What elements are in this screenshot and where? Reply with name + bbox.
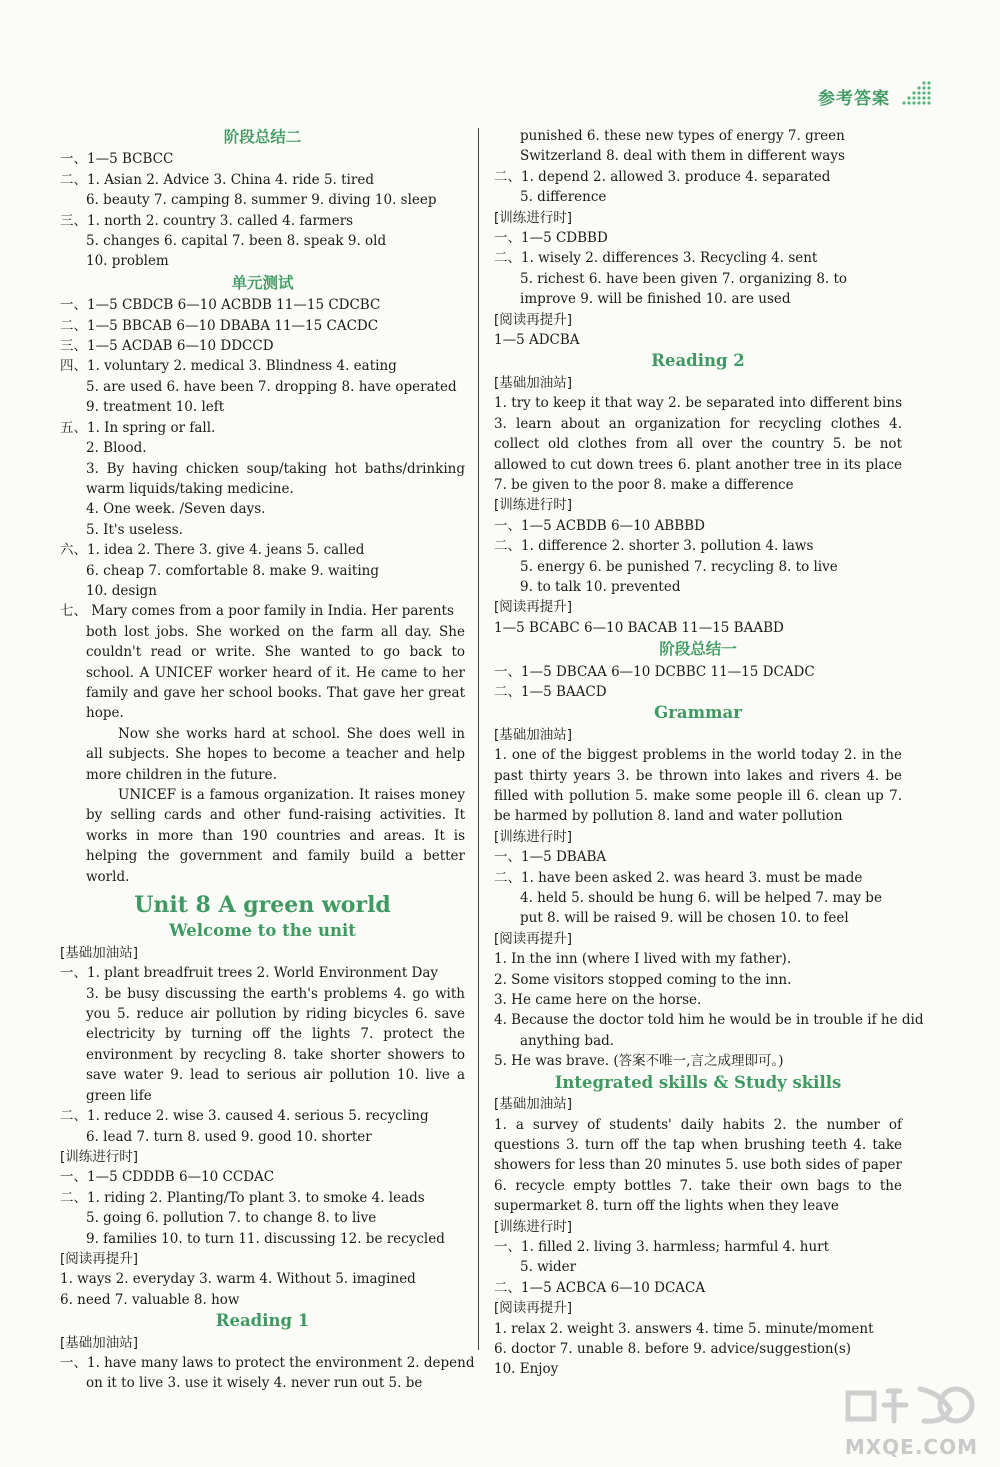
- answer-line: 一、1—5 CBDCB 6—10 ACBDB 11—15 CDCBC: [60, 297, 381, 314]
- answer-column-left: [60, 126, 475, 1394]
- answer-line: 二、1—5 BBCAB 6—10 DBABA 11—15 CACDC: [60, 317, 379, 334]
- answer-line: 二、1—5 BAACD: [494, 683, 607, 700]
- subsection-label: [阅读再提升]: [494, 599, 573, 616]
- answer-line: 七、 Mary comes from a poor family in India. Her parents: [60, 603, 454, 620]
- answer-line: 一、1. have many laws to protect the environment 2. depend: [60, 1354, 475, 1371]
- subsection-label: [训练进行时]: [494, 497, 573, 514]
- answer-line: 1—5 ADCBA: [494, 332, 580, 349]
- answer-line: 6. doctor 7. unable 8. before 9. advice/suggestion(s): [494, 1340, 852, 1357]
- answer-paragraph: 1. one of the biggest problems in the world today 2. in the past thirty years 3. be thrown into lakes and rivers 4. be filled with pollution 5. make some people ill 6. clean up 7. be harmed by pollution 8. land and water pollution: [494, 747, 902, 825]
- section-heading: 阶段总结二: [223, 128, 302, 146]
- answer-line: 一、1—5 CDBBD: [494, 230, 608, 247]
- answer-line: 10. Enjoy: [494, 1361, 559, 1378]
- answer-paragraph: 3. By having chicken soup/taking hot baths/drinking warm liquids/taking medicine.: [86, 460, 465, 497]
- answer-line: 5. richest 6. have been given 7. organizing 8. to: [520, 270, 848, 287]
- section-heading: Reading 2: [651, 351, 745, 371]
- answer-line: 1. In the inn (where I lived with my father).: [494, 951, 792, 968]
- answer-line: 二、1. depend 2. allowed 3. produce 4. separated: [494, 168, 831, 185]
- watermark-url: MXQE.COM: [844, 1435, 978, 1459]
- answer-line: 一、1—5 DBCAA 6—10 DCBBC 11—15 DCADC: [494, 663, 815, 680]
- subsection-label: [阅读再提升]: [60, 1250, 139, 1267]
- answer-line: 5. wider: [520, 1259, 577, 1276]
- answer-line: 4. One week. /Seven days.: [86, 501, 266, 518]
- answer-line: 3. He came here on the horse.: [494, 992, 702, 1009]
- answer-line: 二、1. riding 2. Planting/To plant 3. to smoke 4. leads: [60, 1189, 425, 1206]
- subsection-label: [阅读再提升]: [494, 1300, 573, 1317]
- answer-line: put 8. will be raised 9. will be chosen 10. to feel: [520, 910, 849, 927]
- section-heading: Grammar: [654, 703, 742, 723]
- subsection-label: [基础加油站]: [60, 1334, 139, 1351]
- answer-line: 2. Blood.: [86, 440, 147, 457]
- section-heading: 阶段总结一: [659, 640, 737, 659]
- section-heading: 单元测试: [231, 273, 294, 292]
- answer-line: 9. families 10. to turn 11. discussing 12. be recycled: [86, 1230, 445, 1247]
- answer-paragraph: 1. a survey of students' daily habits 2. the number of questions 3. turn off the tap when brushing teeth 4. take showers for less than 20 minutes 5. use both sides of paper 6. recycle empty bottles 7. take their own bags to the supermarket 8. turn off the lights when they leave: [494, 1116, 902, 1215]
- subsection-label: [基础加油站]: [494, 1096, 573, 1113]
- answer-line: 5. difference: [520, 189, 607, 206]
- answer-column-right: [494, 126, 924, 1380]
- answer-line: 5. energy 6. be punished 7. recycling 8. to live: [520, 558, 838, 575]
- unit-title: Unit 8 A green world: [134, 892, 391, 919]
- section-heading: Integrated skills & Study skills: [554, 1072, 842, 1092]
- answer-line: Switzerland 8. deal with them in different ways: [520, 148, 845, 165]
- subsection-label: [阅读再提升]: [494, 930, 573, 947]
- answer-line: 二、1. Asian 2. Advice 3. China 4. ride 5. tired: [60, 171, 374, 188]
- answer-line: 1. ways 2. everyday 3. warm 4. Without 5. imagined: [60, 1271, 416, 1288]
- answer-line: 一、1—5 ACBDB 6—10 ABBBD: [494, 517, 705, 534]
- answer-line: 一、1—5 DBABA: [494, 849, 607, 866]
- answer-line: 6. lead 7. turn 8. used 9. good 10. shorter: [86, 1128, 372, 1145]
- answer-line: 6. beauty 7. camping 8. summer 9. diving 10. sleep: [86, 192, 437, 209]
- answer-line: punished 6. these new types of energy 7. green: [520, 128, 845, 144]
- subsection-label: [训练进行时]: [60, 1148, 139, 1165]
- answer-line: 二、1. have been asked 2. was heard 3. must be made: [494, 869, 863, 886]
- answer-line: 二、1. wisely 2. differences 3. Recycling 4. sent: [494, 250, 818, 267]
- subsection-label: [基础加油站]: [494, 726, 573, 743]
- subsection-label: [训练进行时]: [494, 209, 573, 226]
- answer-paragraph: both lost jobs. She worked on the farm all day. She couldn't read or write. She wanted to go back to school. A UNICEF worker heard of it. He came to her family and gave her school books. That gave her great hope.: [86, 623, 465, 722]
- answer-paragraph: 1. try to keep it that way 2. be separated into different bins 3. learn about an organization for recycling clothes 4. collect old clothes from all over the country 5. be not allowed to cut down trees 6. plant another tree in its place 7. be given to the poor 8. make a difference: [494, 395, 902, 493]
- answer-line: 五、1. In spring or fall.: [60, 419, 216, 436]
- answer-line: 一、1. plant breadfruit trees 2. World Environment Day: [60, 965, 439, 982]
- answer-line: 2. Some visitors stopped coming to the inn.: [494, 971, 792, 988]
- answer-line: 一、1—5 CDDDB 6—10 CCDAC: [60, 1169, 275, 1186]
- page-header-label: 参考答案: [818, 89, 890, 109]
- answer-line: 4. Because the doctor told him he would be in trouble if he did: [494, 1012, 924, 1029]
- subsection-label: [阅读再提升]: [494, 311, 573, 328]
- answer-line: 5. He was brave. (答案不唯一,言之成理即可。): [494, 1053, 784, 1070]
- answer-line: on it to live 3. use it wisely 4. never run out 5. be: [86, 1375, 423, 1392]
- answer-paragraph: Now she works hard at school. She does well in all subjects. She hopes to become a teacher and help more children in the future.: [86, 725, 465, 783]
- column-divider: [478, 128, 479, 1350]
- answer-line: 6. cheap 7. comfortable 8. make 9. waiting: [86, 562, 380, 579]
- section-heading: Reading 1: [215, 1311, 310, 1331]
- answer-line: 5. It's useless.: [86, 521, 183, 538]
- answer-line: 一、1—5 BCBCC: [60, 151, 174, 168]
- answer-line: 1. relax 2. weight 3. answers 4. time 5. minute/moment: [494, 1320, 874, 1337]
- answer-line: 10. problem: [86, 253, 169, 270]
- header-dots-ornament: [894, 80, 934, 108]
- answer-line: 5. changes 6. capital 7. been 8. speak 9. old: [86, 233, 387, 250]
- answer-line: 六、1. idea 2. There 3. give 4. jeans 5. called: [60, 542, 365, 559]
- subsection-label: [基础加油站]: [60, 944, 139, 961]
- answer-line: 1—5 BCABC 6—10 BACAB 11—15 BAABD: [494, 619, 784, 636]
- answer-line: 6. need 7. valuable 8. how: [60, 1291, 240, 1308]
- answer-line: 9. treatment 10. left: [86, 399, 225, 416]
- answer-line: improve 9. will be finished 10. are used: [520, 291, 791, 308]
- subsection-label: [训练进行时]: [494, 828, 573, 845]
- answer-line: 二、1. reduce 2. wise 3. caused 4. serious 5. recycling: [60, 1108, 429, 1125]
- answer-line: 5. are used 6. have been 7. dropping 8. have operated: [86, 378, 457, 395]
- answer-line: anything bad.: [520, 1032, 615, 1049]
- answer-line: 三、1—5 ACDAB 6—10 DDCCD: [60, 338, 274, 355]
- answer-line: 二、1. difference 2. shorter 3. pollution 4. laws: [494, 538, 814, 555]
- subsection-label: [基础加油站]: [494, 374, 573, 391]
- answer-line: 4. held 5. should be hung 6. will be helped 7. may be: [520, 890, 882, 907]
- answer-paragraph: 3. be busy discussing the earth's problems 4. go with you 5. reduce air pollution by riding bicycles 6. save electricity by turning off the lights 7. protect the environment by recycling 8. take shorter showers to save water 9. lead to serious air pollution 10. live a green life: [86, 985, 465, 1104]
- subsection-label: [训练进行时]: [494, 1218, 573, 1235]
- section-heading: Welcome to the unit: [169, 921, 356, 941]
- answer-line: 9. to talk 10. prevented: [520, 578, 681, 595]
- answer-line: 一、1. filled 2. living 3. harmless; harmful 4. hurt: [494, 1238, 830, 1255]
- answer-line: 5. going 6. pollution 7. to change 8. to live: [86, 1210, 377, 1227]
- answer-line: 10. design: [86, 582, 157, 599]
- answer-line: 二、1—5 ACBCA 6—10 DCACA: [494, 1279, 706, 1296]
- answer-line: 四、1. voluntary 2. medical 3. Blindness 4. eating: [60, 358, 397, 375]
- answer-line: 三、1. north 2. country 3. called 4. farmers: [60, 212, 354, 229]
- answer-paragraph: UNICEF is a famous organization. It raises money by selling cards and other fund-raising activities. It works in more than 190 countries and areas. It is helping the government and family build a better world.: [86, 787, 465, 885]
